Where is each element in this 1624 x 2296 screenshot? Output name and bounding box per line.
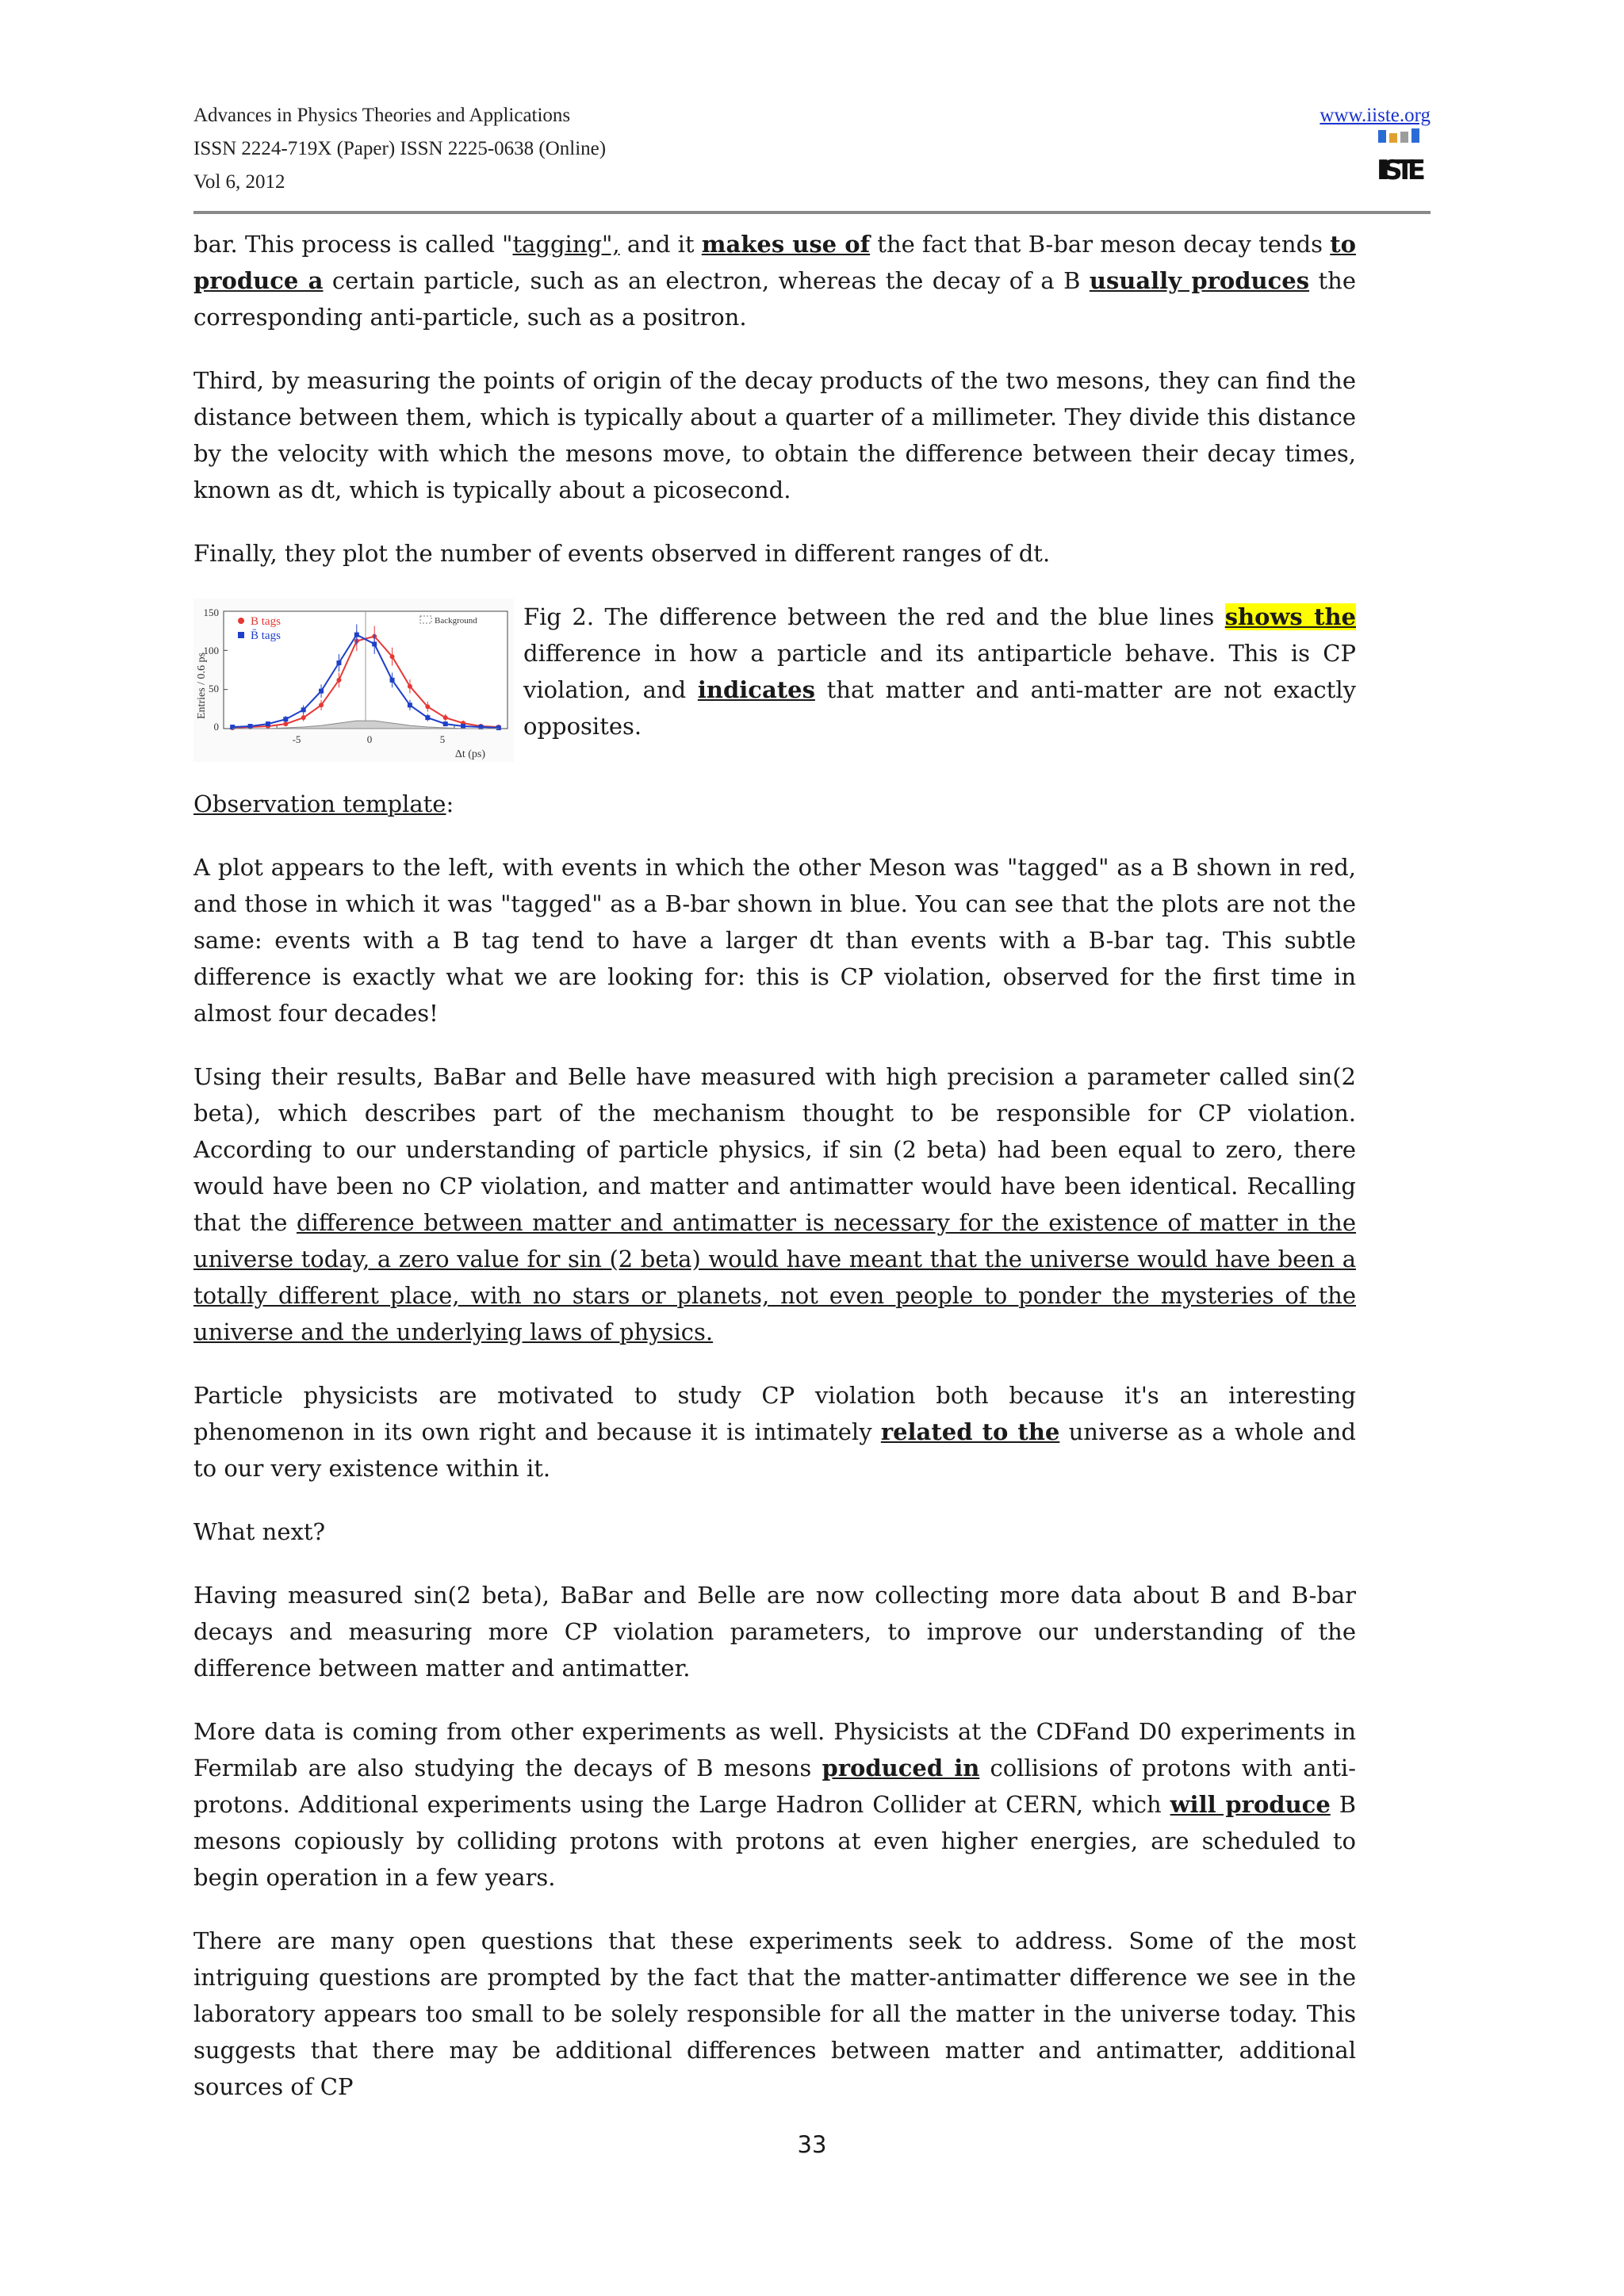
paragraph-more-data	[193, 1713, 1356, 1896]
paragraph-motivation	[193, 1377, 1356, 1487]
text: Using their results, BaBar and Belle have measured with high precision a parameter called sin(2 beta), which describes part of the mechanism thought to be responsible for CP violation. According to our understanding of particle physics, if sin (2 beta) had been equal to zero, there would have been no CP violation, and matter and antimatter would have been identical. Recalling that the	[193, 1063, 1356, 1236]
legend-b-marker	[238, 618, 244, 624]
paragraph-open-questions: There are many open questions that these experiments seek to address. Some of the most intriguing questions are prompted by the fact that the matter-antimatter difference we see in the laboratory appears too small to be solely responsible for all the matter in the universe today. This suggests that there may be additional differences between matter and antimatter, additional sources of CP	[193, 1927, 1356, 2100]
observation-heading: Observation template	[193, 790, 446, 817]
paragraph-measurement: Third, by measuring the points of origin of the decay products of the two mesons, they can find the distance between them, which is typically about a quarter of a millimeter. They divide this distance by the velocity with which the mesons move, to obtain the difference between their decay times, known as dt, which is typically about a picosecond.	[193, 367, 1356, 503]
data-point-bbar	[336, 660, 341, 665]
y-tick-150: 150	[203, 607, 219, 618]
data-point-bbar	[301, 707, 306, 712]
data-point-bbar	[354, 633, 359, 637]
underlined-bold-text: to produce a	[193, 231, 1357, 294]
text: Fig 2. The difference between the red and the blue lines	[523, 603, 1225, 630]
website-link[interactable]: www.iiste.org	[1320, 105, 1431, 126]
x-axis-label: Δt (ps)	[454, 748, 485, 760]
data-point-bbar	[390, 678, 395, 683]
text: B mesons copiously by colliding protons with protons at even higher energies, are scheduled to begin operation in a few years.	[193, 1791, 1357, 1891]
data-point-bbar	[283, 717, 288, 721]
paragraph-sin2beta	[193, 1058, 1356, 1350]
y-tick-50: 50	[209, 683, 219, 695]
highlighted-text: shows the	[1224, 603, 1357, 630]
text: universe as a whole and to our very existence within it.	[193, 1418, 1356, 1482]
text: the corresponding anti-particle, such as a positron.	[193, 267, 1356, 331]
text: bar. This process is called "	[193, 231, 513, 258]
data-point-b	[390, 654, 395, 659]
underlined-bold-text: indicates	[697, 676, 815, 703]
data-point-bbar	[443, 721, 448, 726]
data-point-bbar	[408, 702, 412, 707]
data-point-bbar	[496, 725, 501, 730]
data-point-b	[319, 702, 324, 707]
x-tick-0: 0	[366, 733, 373, 745]
data-point-bbar	[266, 721, 270, 726]
underlined-bold-text: usually produces	[1089, 267, 1310, 294]
svg-text:IISTE: IISTE	[1377, 155, 1426, 184]
page-number: 33	[797, 2131, 827, 2158]
article-body	[193, 226, 1356, 2132]
text: difference in how a particle and its antiparticle behave. This is CP violation, and	[523, 640, 1356, 703]
text: the fact that B-bar meson decay tends	[870, 231, 1331, 258]
figure-caption	[523, 599, 1356, 744]
text: and it	[619, 231, 702, 258]
text: that matter and anti-matter are not exactly opposites.	[523, 676, 1356, 740]
y-axis-label: Entries / 0.6 ps	[196, 652, 208, 719]
legend-b-tags: B tags	[251, 615, 281, 628]
legend-bbar-marker	[238, 632, 244, 638]
y-tick-0: 0	[213, 721, 219, 733]
paragraph-plot: Finally, they plot the number of events observed in different ranges of dt.	[193, 540, 1051, 567]
paragraph-observation: A plot appears to the left, with events in which the other Meson was "tagged" as a B shown in red, and those in which it was "tagged" as a B-bar shown in blue. You can see that the plots are not the same: events with a B tag tend to have a larger dt than events with a B-bar tag. This subtle difference is exactly what we are looking for: this is CP violation, observed for the first time in almost four decades!	[193, 854, 1356, 1027]
figure-row	[193, 599, 1356, 762]
volume-line: Vol 6, 2012	[193, 171, 285, 193]
legend-bbar-tags: B̄ tags	[251, 629, 281, 642]
data-point-bbar	[461, 724, 465, 729]
data-point-b	[336, 678, 341, 683]
underlined-text: tagging",	[512, 231, 620, 258]
x-tick-5: 5	[439, 733, 446, 745]
text: collisions of protons with anti-protons. Additional experiments using the Large Hadron Collider at CERN, which	[193, 1755, 1357, 1818]
header-rule	[193, 211, 1431, 214]
data-point-bbar	[372, 641, 377, 646]
underlined-bold-text: produced in	[822, 1755, 980, 1781]
underlined-bold-text: related to the	[880, 1418, 1060, 1445]
iiste-logo	[1375, 128, 1427, 184]
underlined-bold-text: makes use of	[701, 231, 871, 258]
observation-heading-line	[193, 786, 1356, 822]
data-point-bbar	[319, 689, 324, 694]
data-point-bbar	[248, 724, 253, 729]
data-point-b	[443, 715, 448, 720]
issn-line: ISSN 2224-719X (Paper) ISSN 2225-0638 (Online)	[193, 138, 607, 159]
legend-background: Background	[435, 616, 477, 626]
text: More data is coming from other experiments as well. Physicists at the CDFand D0 experiments in Fermilab are also studying the decays of B mesons	[193, 1718, 1356, 1781]
paragraph-tagging	[193, 226, 1356, 335]
underlined-text: difference between matter and antimatter is necessary for the existence of matter in the universe today, a zero value for sin (2 beta) would have meant that the universe would have been a totally different place, with no stars or planets, not even people to ponder the mysteries of the universe and the underlying laws of physics.	[193, 1209, 1356, 1345]
text: Particle physicists are motivated to study CP violation both because it's an interesting phenomenon in its own right and because it is intimately	[193, 1382, 1356, 1445]
data-point-b	[301, 715, 306, 720]
text: certain particle, such as an electron, whereas the decay of a B	[323, 267, 1090, 294]
y-tick-100: 100	[203, 645, 219, 656]
decay-time-chart	[193, 599, 514, 762]
data-point-bbar	[425, 715, 430, 720]
journal-title: Advances in Physics Theories and Applications	[193, 105, 571, 126]
data-point-b	[408, 684, 412, 689]
data-point-b	[425, 704, 430, 709]
text: :	[446, 790, 454, 817]
paragraph-next-steps: Having measured sin(2 beta), BaBar and Belle are now collecting more data about B and B-bar decays and measuring more CP violation parameters, to improve our understanding of the difference between matter and antimatter.	[193, 1582, 1356, 1682]
underlined-bold-text: will produce	[1170, 1791, 1331, 1818]
section-what-next: What next?	[193, 1518, 326, 1545]
x-tick-minus5: -5	[292, 733, 301, 745]
